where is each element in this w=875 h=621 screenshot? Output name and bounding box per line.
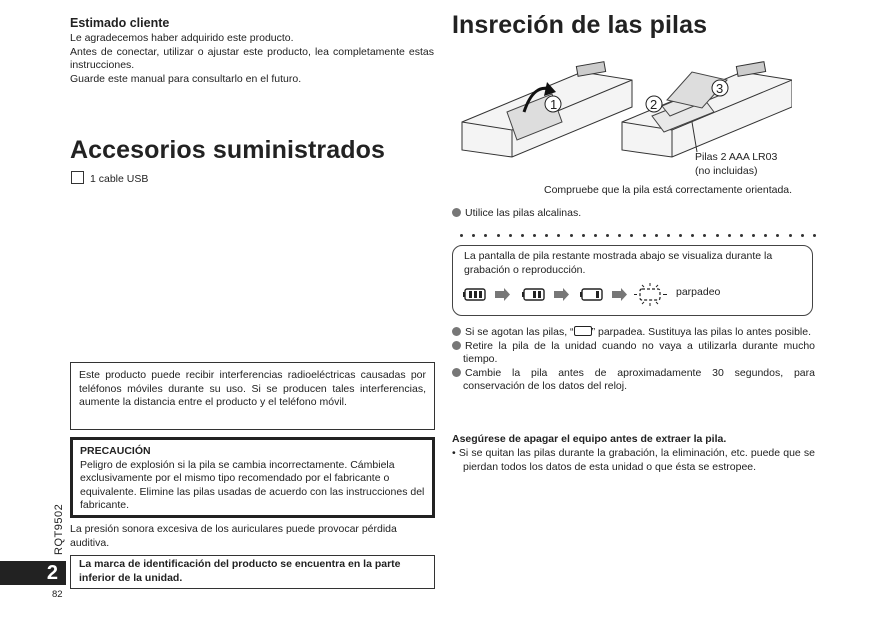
battery-caption-2: (no incluidas) bbox=[695, 165, 758, 177]
blink-label: parpadeo bbox=[676, 286, 721, 298]
step-label-1: 1 bbox=[550, 97, 558, 112]
caution-box bbox=[70, 437, 435, 518]
bullet-text-3: Cambie la pila antes de aproximadamente 30 segundos, para conservación de los datos del reloj. bbox=[463, 366, 815, 393]
interference-box bbox=[70, 362, 435, 430]
battery-two-thirds-icon bbox=[522, 289, 544, 300]
bullet-icon bbox=[452, 327, 461, 336]
bullet-icon bbox=[452, 368, 461, 377]
dotted-separator bbox=[460, 234, 816, 237]
display-note: La pantalla de pila restante mostrada abajo se visualiza durante la grabación o reproducción. bbox=[464, 250, 773, 276]
alkaline-text: Utilice las pilas alcalinas. bbox=[465, 207, 582, 219]
device-open-illustration bbox=[622, 62, 792, 157]
device-closed-illustration bbox=[462, 62, 632, 157]
bullet-item bbox=[452, 367, 815, 394]
welcome-line: Le agradecemos haber adquirido este producto. bbox=[70, 32, 294, 44]
doc-code: RQT9502 bbox=[53, 503, 65, 555]
accessory-label: 1 cable USB bbox=[90, 173, 149, 185]
earphone-note: La presión sonora excesiva de los auriculares puede provocar pérdida auditiva. bbox=[70, 523, 397, 549]
bullet-item bbox=[452, 326, 815, 340]
battery-bullets bbox=[452, 326, 815, 394]
bullet-icon bbox=[452, 341, 461, 350]
checkbox-icon bbox=[71, 171, 84, 184]
alkaline-note bbox=[452, 207, 581, 221]
caution-text: Peligro de explosión si la pila se cambia incorrectamente. Cámbiela exclusivamente por el mismo tipo recomendado por el fabricante o equivalente. Elimine las pilas usadas de acuerdo con las instrucciones del fabricante. bbox=[80, 458, 425, 512]
id-mark-text: La marca de identificación del producto se encuentra en la parte inferior de la unidad. bbox=[79, 558, 401, 584]
id-mark-box bbox=[70, 555, 435, 589]
bullet-text-1a: Si se agotan las pilas, “ bbox=[465, 326, 574, 338]
bullet-text-2: Retire la pila de la unidad cuando no vaya a utilizarla durante mucho tiempo. bbox=[463, 339, 815, 366]
section-title: Insreción de las pilas bbox=[452, 11, 708, 39]
accessory-item bbox=[71, 171, 148, 187]
empty-battery-icon bbox=[574, 326, 592, 336]
bullet-item bbox=[452, 340, 815, 367]
caution-title: PRECAUCIÓN bbox=[80, 445, 151, 457]
battery-level-sequence bbox=[462, 282, 672, 306]
interference-text: Este producto puede recibir interferencias radioeléctricas causadas por teléfonos móviles durante su uso. Si se producen tales interferencias, aumente la distancia entre el producto y el teléfono móvil. bbox=[79, 369, 426, 409]
welcome-line: Guarde este manual para consultarlo en el futuro. bbox=[70, 72, 302, 85]
bullet-icon bbox=[452, 208, 461, 217]
battery-caption-1: Pilas 2 AAA LR03 bbox=[695, 151, 778, 163]
battery-full-icon bbox=[463, 289, 485, 300]
welcome-line: Antes de conectar, utilizar o ajustar este producto, lea completamente estas instrucciones. bbox=[70, 45, 434, 72]
page-number: 2 bbox=[46, 562, 58, 584]
battery-empty-blinking-icon bbox=[634, 283, 667, 306]
accessories-title: Accesorios suministrados bbox=[70, 136, 386, 164]
arrow-icon bbox=[612, 288, 627, 301]
small-bullet-icon: • bbox=[452, 447, 459, 459]
arrow-icon bbox=[495, 288, 510, 301]
step-label-3: 3 bbox=[716, 81, 724, 96]
step-label-2: 2 bbox=[650, 97, 658, 112]
power-off-text: Si se quitan las pilas durante la grabación, la eliminación, etc. puede que se pierdan todos los datos de esta unidad o que ésta se estropee. bbox=[458, 447, 815, 473]
welcome-title: Estimado cliente bbox=[70, 16, 170, 30]
orientation-note: Compruebe que la pila está correctamente orientada. bbox=[544, 184, 793, 196]
arrow-icon bbox=[554, 288, 569, 301]
bullet-text-1b: ” parpadea. Sustituya las pilas lo antes posible. bbox=[591, 326, 812, 338]
page-sub-number: 82 bbox=[52, 589, 63, 600]
page-number-tab bbox=[0, 561, 66, 585]
power-off-title: Asegúrese de apagar el equipo antes de extraer la pila. bbox=[452, 433, 727, 445]
battery-low-icon bbox=[580, 289, 602, 300]
welcome-text bbox=[70, 32, 434, 86]
power-off-item bbox=[452, 447, 815, 474]
